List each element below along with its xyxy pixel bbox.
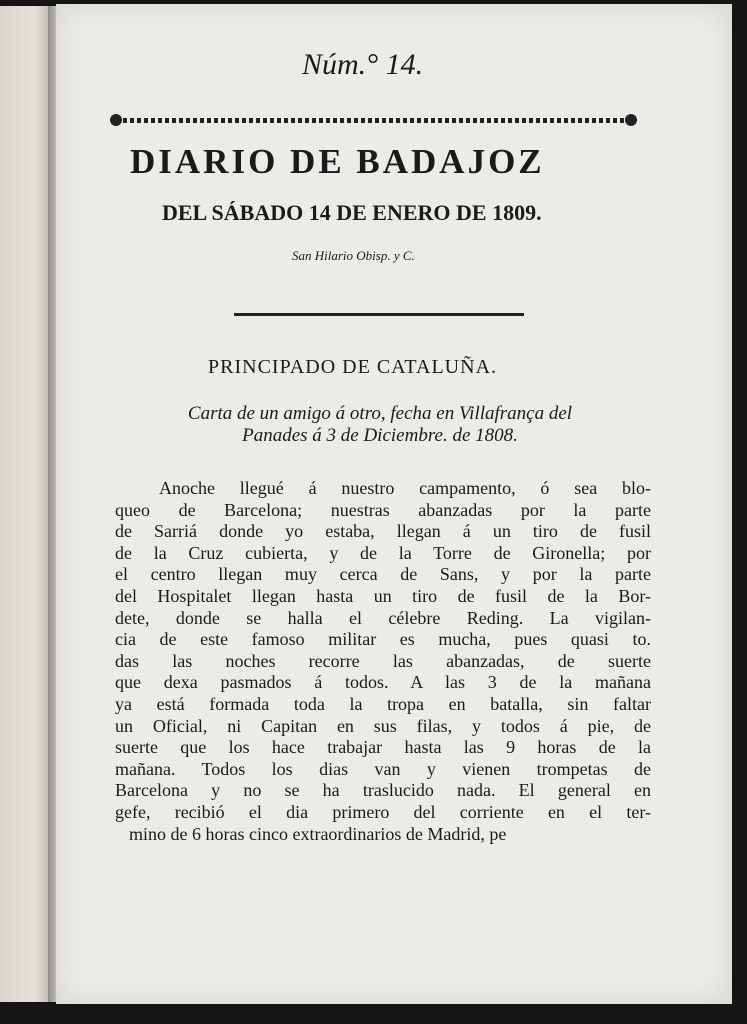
article-line: el centro llegan muy cerca de Sans, y por la parte — [115, 564, 651, 585]
article-body — [115, 478, 651, 845]
article-line: gefe, recibió el dia primero del corriente en el ter- — [115, 801, 651, 822]
section-heading: PRINCIPADO DE CATALUÑA. — [208, 356, 498, 378]
article-line: del Hospitalet llegan hasta un tiro de fusil de la Bor- — [115, 585, 651, 606]
letter-caption-line-1: Carta de un amigo á otro, fecha en Villafrança del — [187, 403, 573, 424]
article-line: ya está formada toda la tropa en batalla, sin faltar — [115, 693, 651, 714]
article-line: que dexa pasmados á todos. A las 3 de la mañana — [115, 672, 651, 693]
saint-of-day: San Hilario Obisp. y C. — [292, 248, 415, 263]
issue-number: Núm.° 14. — [302, 48, 424, 81]
facing-page-edge — [0, 6, 50, 1002]
article-line: un Oficial, ni Capitan en sus filas, y todos á pie, de — [115, 715, 651, 736]
article-line: de la Cruz cubierta, y de la Torre de Gironella; por — [115, 542, 651, 563]
article-line: dete, donde se halla el célebre Reding. La vigilan- — [115, 607, 651, 628]
article-line: queo de Barcelona; nuestras abanzadas por la parte — [115, 499, 651, 520]
issue-date: DEL SÁBADO 14 DE ENERO DE 1809. — [162, 200, 542, 225]
article-line: suerte que los hace trabajar hasta las 9 horas de la — [115, 737, 651, 758]
article-line: Barcelona y no se ha traslucido nada. El general en — [115, 780, 651, 801]
article-line: de Sarriá donde yo estaba, llegan á un tiro de fusil — [115, 521, 651, 542]
masthead-title: DIARIO DE BADAJOZ — [130, 142, 545, 181]
article-line: mañana. Todos los dias van y vienen trompetas de — [115, 758, 651, 779]
article-line: das las noches recorre las abanzadas, de suerte — [115, 650, 651, 671]
article-line: mino de 6 horas cinco extraordinarios de Madrid, pe — [129, 823, 507, 844]
letter-caption-line-2: Panades á 3 de Diciembre. de 1808. — [242, 425, 518, 446]
section-divider — [234, 313, 524, 316]
article-line: cia de este famoso militar es mucha, pues quasi to. — [115, 629, 651, 650]
article-line: Anoche llegué á nuestro campamento, ó sea blo- — [159, 478, 651, 498]
decorative-rule — [116, 118, 631, 123]
